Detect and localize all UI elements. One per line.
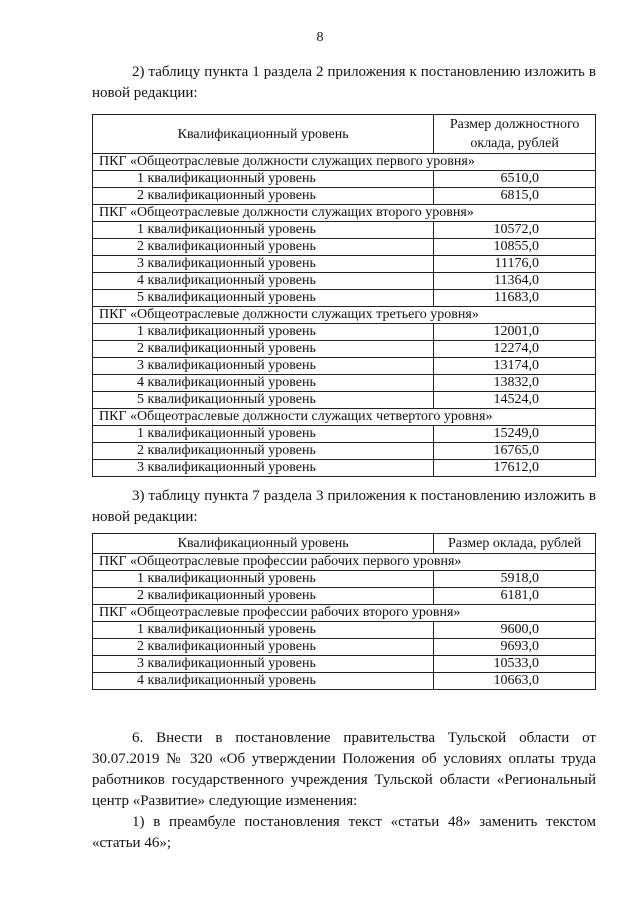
table-row xyxy=(93,656,596,673)
level-cell: 1 квалификационный уровень xyxy=(93,324,434,341)
amount-cell: 13832,0 xyxy=(434,375,596,392)
level-cell: 2 квалификационный уровень xyxy=(93,443,434,460)
header-salary: Размер должностного оклада, рублей xyxy=(434,115,596,154)
level-cell: 4 квалификационный уровень xyxy=(93,375,434,392)
table-row xyxy=(93,239,596,256)
amount-cell: 14524,0 xyxy=(434,392,596,409)
amount-cell: 6510,0 xyxy=(434,171,596,188)
group-row xyxy=(93,307,596,324)
amount-cell: 10663,0 xyxy=(434,673,596,690)
amount-cell: 17612,0 xyxy=(434,460,596,477)
amount-cell: 9600,0 xyxy=(434,622,596,639)
header-salary: Размер оклада, рублей xyxy=(434,534,596,554)
table-row xyxy=(93,426,596,443)
level-cell: 4 квалификационный уровень xyxy=(93,273,434,290)
group-row xyxy=(93,605,596,622)
amount-cell: 6815,0 xyxy=(434,188,596,205)
amount-cell: 5918,0 xyxy=(434,571,596,588)
amount-cell: 10855,0 xyxy=(434,239,596,256)
level-cell: 2 квалификационный уровень xyxy=(93,239,434,256)
group-title: ПКГ «Общеотраслевые профессии рабочих второго уровня» xyxy=(93,605,596,622)
table-header-row xyxy=(93,534,596,554)
amount-cell: 12274,0 xyxy=(434,341,596,358)
level-cell: 3 квалификационный уровень xyxy=(93,460,434,477)
table-row xyxy=(93,222,596,239)
amount-cell: 6181,0 xyxy=(434,588,596,605)
amount-cell: 11364,0 xyxy=(434,273,596,290)
level-cell: 4 квалификационный уровень xyxy=(93,673,434,690)
level-cell: 2 квалификационный уровень xyxy=(93,188,434,205)
table-header-row xyxy=(93,115,596,154)
amount-cell: 11683,0 xyxy=(434,290,596,307)
header-level: Квалификационный уровень xyxy=(93,534,434,554)
table-row xyxy=(93,673,596,690)
group-title: ПКГ «Общеотраслевые должности служащих третьего уровня» xyxy=(93,307,596,324)
amount-cell: 16765,0 xyxy=(434,443,596,460)
level-cell: 5 квалификационный уровень xyxy=(93,392,434,409)
section3-intro: 3) таблицу пункта 7 раздела 3 приложения к постановлению изложить в новой редакции: xyxy=(92,488,596,525)
table-row xyxy=(93,392,596,409)
table-row xyxy=(93,324,596,341)
amount-cell: 9693,0 xyxy=(434,639,596,656)
group-row xyxy=(93,205,596,222)
group-row xyxy=(93,554,596,571)
level-cell: 3 квалификационный уровень xyxy=(93,358,434,375)
group-title: ПКГ «Общеотраслевые должности служащих второго уровня» xyxy=(93,205,596,222)
group-row xyxy=(93,409,596,426)
table-row xyxy=(93,171,596,188)
section2-intro: 2) таблицу пункта 1 раздела 2 приложения к постановлению изложить в новой редакции: xyxy=(92,64,596,101)
level-cell: 2 квалификационный уровень xyxy=(93,341,434,358)
level-cell: 1 квалификационный уровень xyxy=(93,171,434,188)
salary-table-employees xyxy=(92,114,596,477)
table-row xyxy=(93,622,596,639)
table-row xyxy=(93,639,596,656)
salary-table-workers xyxy=(92,533,596,690)
amount-cell: 10572,0 xyxy=(434,222,596,239)
level-cell: 1 квалификационный уровень xyxy=(93,571,434,588)
level-cell: 5 квалификационный уровень xyxy=(93,290,434,307)
table-row xyxy=(93,375,596,392)
table-row xyxy=(93,571,596,588)
table-row xyxy=(93,588,596,605)
amount-cell: 12001,0 xyxy=(434,324,596,341)
table-row xyxy=(93,256,596,273)
table-row xyxy=(93,358,596,375)
group-row xyxy=(93,154,596,171)
amount-cell: 11176,0 xyxy=(434,256,596,273)
level-cell: 2 квалификационный уровень xyxy=(93,639,434,656)
level-cell: 1 квалификационный уровень xyxy=(93,622,434,639)
level-cell: 3 квалификационный уровень xyxy=(93,656,434,673)
table-row xyxy=(93,273,596,290)
level-cell: 1 квалификационный уровень xyxy=(93,426,434,443)
group-title: ПКГ «Общеотраслевые должности служащих первого уровня» xyxy=(93,154,596,171)
table-row xyxy=(93,341,596,358)
table-row xyxy=(93,443,596,460)
level-cell: 1 квалификационный уровень xyxy=(93,222,434,239)
table-row xyxy=(93,188,596,205)
header-level: Квалификационный уровень xyxy=(93,115,434,154)
item6-sub1: 1) в преамбуле постановления текст «статьи 48» заменить текстом «статьи 46»; xyxy=(92,814,596,851)
level-cell: 2 квалификационный уровень xyxy=(93,588,434,605)
page-number: 8 xyxy=(316,30,324,45)
item6-text: 6. Внести в постановление правительства Тульской области от 30.07.2019 № 320 «Об утверждении Положения об условиях оплаты труда работников государственного учреждения Тульской области «Региональный центр «Развитие» следующие изменения: xyxy=(92,730,596,809)
level-cell: 3 квалификационный уровень xyxy=(93,256,434,273)
group-title: ПКГ «Общеотраслевые должности служащих четвертого уровня» xyxy=(93,409,596,426)
amount-cell: 15249,0 xyxy=(434,426,596,443)
group-title: ПКГ «Общеотраслевые профессии рабочих первого уровня» xyxy=(93,554,596,571)
table-row xyxy=(93,290,596,307)
table-row xyxy=(93,460,596,477)
amount-cell: 10533,0 xyxy=(434,656,596,673)
amount-cell: 13174,0 xyxy=(434,358,596,375)
